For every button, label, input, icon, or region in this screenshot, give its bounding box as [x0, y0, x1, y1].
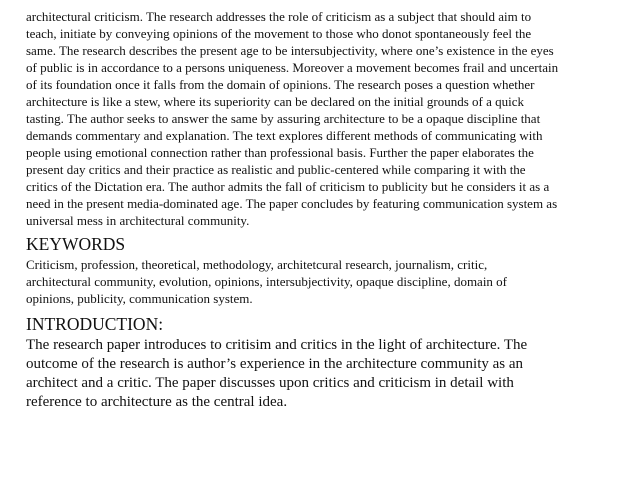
introduction-paragraph: The research paper introduces to critisim and critics in the light of architecture. The outcome of the research is author’s experience in the architecture community as an architect and a critic. The paper discusses upon critics and criticism in detail with reference to architecture as the central idea. — [26, 337, 528, 410]
keywords-heading: KEYWORDS — [26, 234, 126, 254]
document-page — [26, 8, 618, 412]
abstract-paragraph: architectural criticism. The research addresses the role of criticism as a subject that should aim to teach, initiate by conveying opinions of the movement to those who donot spontaneously feel the same. The research describes the present age to be intersubjectivity, where one’s existence in the eyes of public is in accordance to a persons uniqueness. Moreover a movement becomes frail and uncertain of its foundation once it falls from the domain of opinions. The research poses a question whether architecture is like a stew, where its superiority can be declared on the initial grounds of a quick tasting. The author seeks to answer the same by assuring architecture to be a opaque discipline that demands commentary and explanation. The text explores different methods of communicating with people using emotional connection rather than professional basis. Further the paper elaborates the present day critics and their practice as realistic and public-centered while comparing it with the critics of the Dictation era. The author admits the fall of criticism to publicity but he considers it as a need in the present media-dominated age. The paper concludes by featuring communication system as universal mess in architectural community. — [26, 9, 559, 228]
keywords-paragraph: Criticism, profession, theoretical, methodology, architetcural research, journalism, critic, architectural community, evolution, opinions, intersubjectivity, opaque discipline, domain of opinions, publicity, communication system. — [26, 257, 508, 306]
introduction-heading: INTRODUCTION: — [26, 314, 164, 334]
